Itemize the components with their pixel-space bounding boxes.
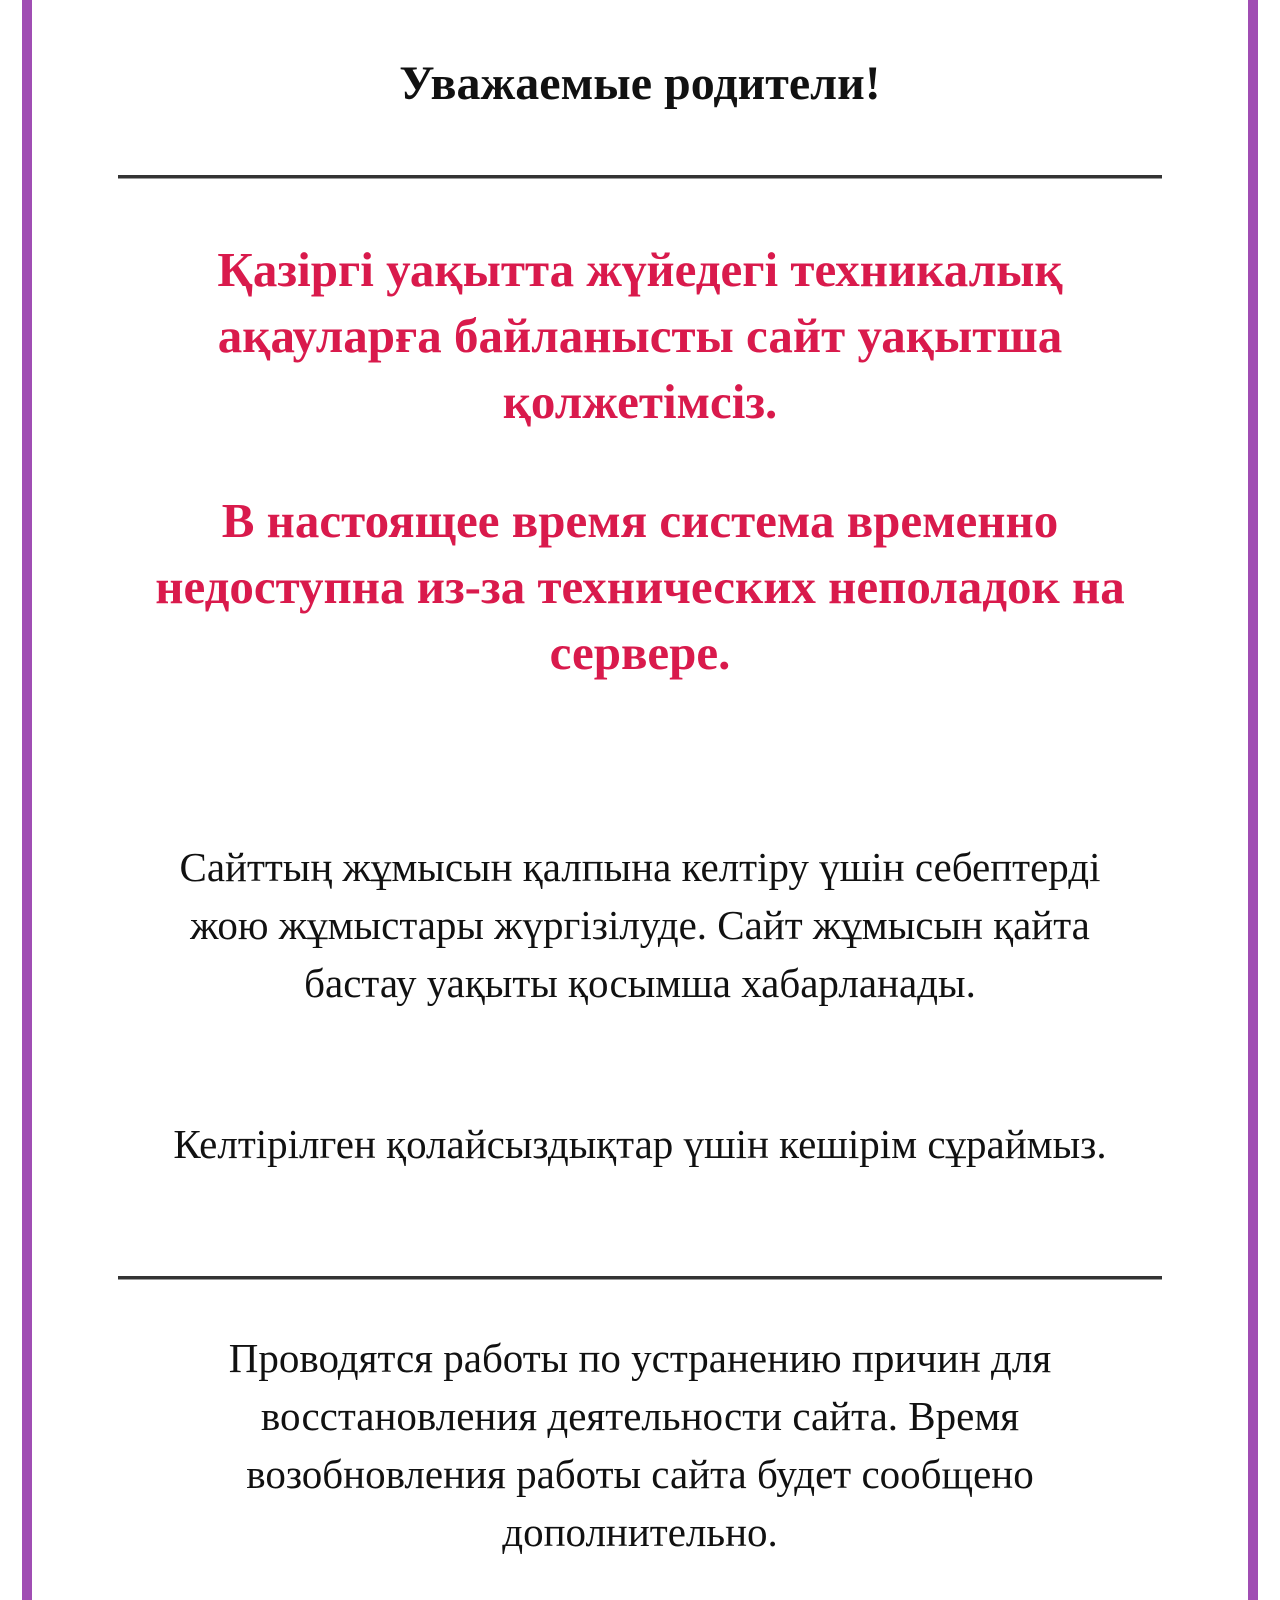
divider-bottom — [118, 1276, 1162, 1280]
info-paragraph-russian: Проводятся работы по устранению причин для восстановления деятельности сайта. Время возобновления работы сайта будет сообщено дополнительно. — [228, 1335, 1052, 1555]
divider-top — [118, 175, 1162, 179]
page-title: Уважаемые родители! — [399, 57, 881, 110]
info-paragraph-kazakh: Сайттың жұмысын қалпына келтіру үшін себептерді жою жұмыстары жүргізілуде. Сайт жұмысын қайта бастау уақыты қосымша хабарланады. — [179, 844, 1101, 1006]
frame-border-left — [22, 0, 32, 1600]
alert-message-kazakh: Қазіргі уақытта жүйедегі техникалық ақауларға байланысты сайт уақытша қолжетімсіз. — [217, 242, 1063, 429]
alert-message-russian: В настоящее время система временно недоступна из-за технических неполадок на сервере. — [155, 493, 1125, 680]
frame-border-right — [1248, 0, 1258, 1600]
apology-paragraph-kazakh: Келтірілген қолайсыздықтар үшін кешірім сұраймыз. — [173, 1121, 1107, 1167]
